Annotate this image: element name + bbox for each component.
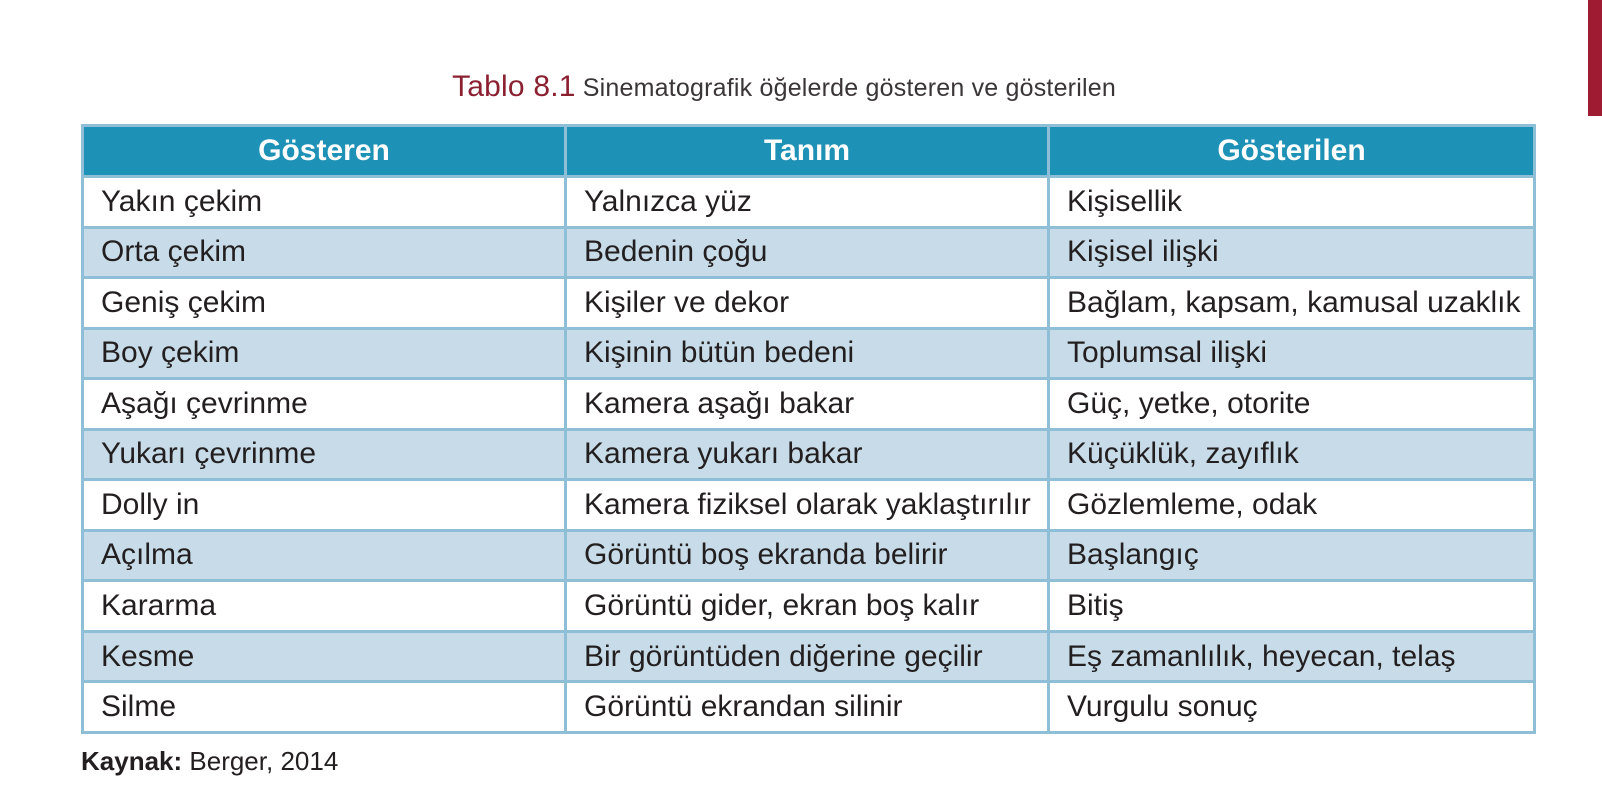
source-text: Berger, 2014	[189, 746, 339, 776]
cell-gosterilen: Kişisel ilişki	[1049, 227, 1535, 278]
cell-gosterilen: Kişisellik	[1049, 177, 1535, 228]
cell-tanim: Görüntü boş ekranda belirir	[566, 530, 1049, 581]
table-row	[83, 429, 1535, 480]
table-row	[83, 328, 1535, 379]
source-label: Kaynak:	[81, 746, 183, 776]
cell-gosterilen: Bitiş	[1049, 581, 1535, 632]
cell-tanim: Kamera aşağı bakar	[566, 379, 1049, 430]
cell-tanim: Kişinin bütün bedeni	[566, 328, 1049, 379]
cell-tanim: Kamera fiziksel olarak yaklaştırılır	[566, 480, 1049, 531]
table-row	[83, 530, 1535, 581]
table-row	[83, 177, 1535, 228]
table-row	[83, 480, 1535, 531]
table-row	[83, 631, 1535, 682]
cell-gosterilen: Vurgulu sonuç	[1049, 682, 1535, 733]
cell-gosterilen: Küçüklük, zayıflık	[1049, 429, 1535, 480]
table-row	[83, 278, 1535, 329]
cell-gosteren: Yukarı çevrinme	[83, 429, 566, 480]
column-header-tanim: Tanım	[566, 126, 1049, 177]
cell-tanim: Bedenin çoğu	[566, 227, 1049, 278]
cell-gosterilen: Başlangıç	[1049, 530, 1535, 581]
cell-gosterilen: Gözlemleme, odak	[1049, 480, 1535, 531]
cell-gosteren: Kesme	[83, 631, 566, 682]
cell-gosteren: Aşağı çevrinme	[83, 379, 566, 430]
cell-gosteren: Orta çekim	[83, 227, 566, 278]
cell-gosteren: Yakın çekim	[83, 177, 566, 228]
table-caption	[0, 70, 1568, 104]
cell-gosteren: Boy çekim	[83, 328, 566, 379]
cell-tanim: Görüntü ekrandan silinir	[566, 682, 1049, 733]
cell-tanim: Görüntü gider, ekran boş kalır	[566, 581, 1049, 632]
cell-gosteren: Kararma	[83, 581, 566, 632]
source-note	[81, 746, 338, 777]
cell-gosterilen: Toplumsal ilişki	[1049, 328, 1535, 379]
cell-gosterilen: Güç, yetke, otorite	[1049, 379, 1535, 430]
header-row	[83, 126, 1535, 177]
column-header-gosterilen: Gösterilen	[1049, 126, 1535, 177]
column-header-gosteren: Gösteren	[83, 126, 566, 177]
page-edge-bar	[1588, 0, 1602, 116]
cell-gosterilen: Eş zamanlılık, heyecan, telaş	[1049, 631, 1535, 682]
table-row	[83, 227, 1535, 278]
caption-number: 1	[558, 70, 576, 103]
signifier-table	[81, 124, 1536, 734]
cell-gosteren: Silme	[83, 682, 566, 733]
cell-gosterilen: Bağlam, kapsam, kamusal uzaklık	[1049, 278, 1535, 329]
table-row	[83, 682, 1535, 733]
cell-gosteren: Geniş çekim	[83, 278, 566, 329]
cell-tanim: Bir görüntüden diğerine geçilir	[566, 631, 1049, 682]
caption-label: Tablo 8.	[452, 70, 559, 103]
table-row	[83, 379, 1535, 430]
cell-gosteren: Açılma	[83, 530, 566, 581]
cell-tanim: Yalnızca yüz	[566, 177, 1049, 228]
cell-gosteren: Dolly in	[83, 480, 566, 531]
caption-title: Sinematografik öğelerde gösteren ve gösterilen	[582, 74, 1116, 102]
table-row	[83, 581, 1535, 632]
cell-tanim: Kamera yukarı bakar	[566, 429, 1049, 480]
cell-tanim: Kişiler ve dekor	[566, 278, 1049, 329]
